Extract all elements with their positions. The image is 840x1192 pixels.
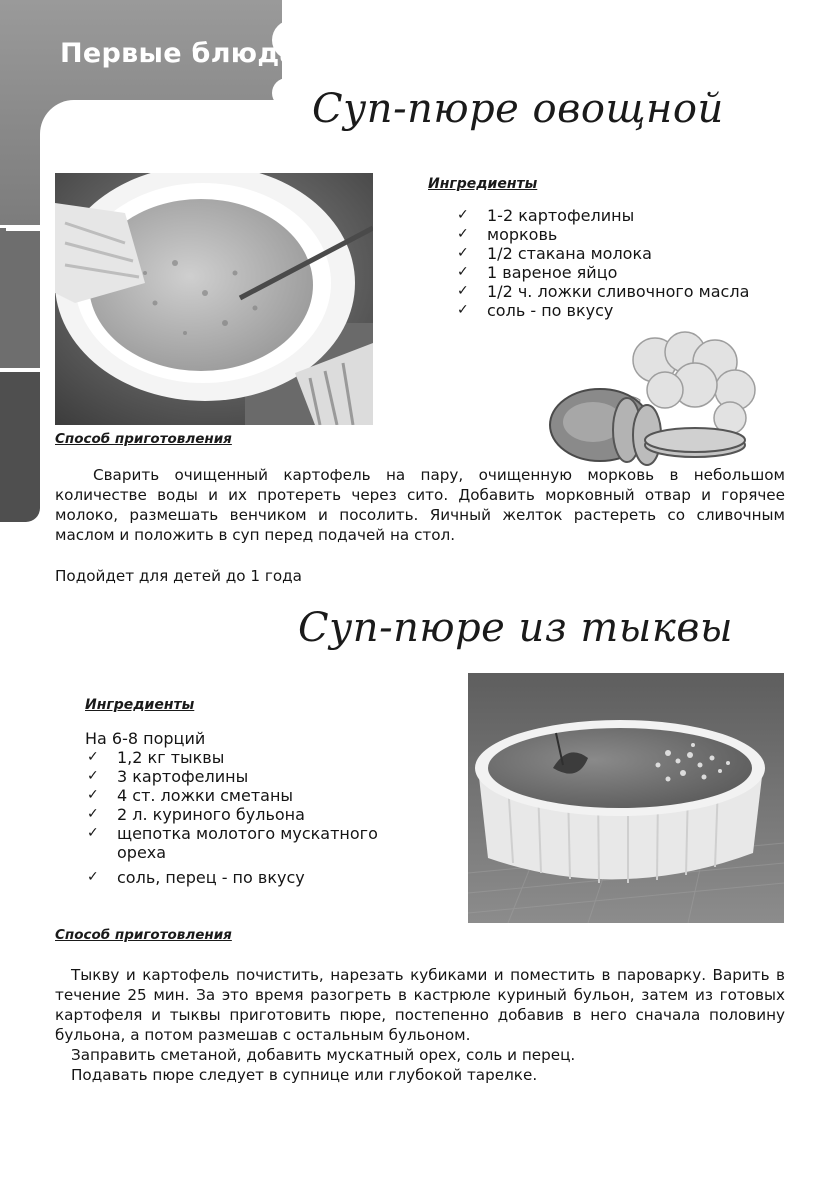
ingredient-item: ✓ 1/2 стакана молока (457, 244, 652, 263)
recipe-2-servings: На 6-8 порций (85, 729, 206, 748)
ingredient-item: ✓ 2 л. куриного бульона (87, 805, 305, 824)
check-icon: ✓ (87, 768, 99, 784)
side-tab-2 (0, 228, 40, 368)
check-icon: ✓ (457, 302, 469, 318)
check-icon: ✓ (87, 806, 99, 822)
recipe-1-method-heading: Способ приготовления (55, 431, 232, 447)
check-icon: ✓ (457, 264, 469, 280)
recipe-2-method-paragraph: Тыкву и картофель почистить, нарезать кубиками и поместить в пароварку. Варить в течение 25 мин. За это время разогреть в кастрюле куриный бульон, затем из готовых картофеля и тыквы приготовить пюре, постепенно добавив в него сначала половину бульона, а потом размешав с остальным бульоном. (55, 966, 785, 1044)
check-icon: ✓ (457, 207, 469, 223)
section-title: Первые блюда (60, 38, 298, 69)
check-icon: ✓ (87, 749, 99, 765)
cauliflower-potato-icon (545, 330, 757, 468)
recipe-1-ingredients-heading: Ингредиенты (428, 176, 538, 192)
check-icon: ✓ (457, 226, 469, 242)
check-icon: ✓ (457, 245, 469, 261)
check-icon: ✓ (87, 787, 99, 803)
ingredient-item: ✓ 1 вареное яйцо (457, 263, 618, 282)
recipe-2-method-paragraph: Заправить сметаной, добавить мускатный орех, соль и перец. (71, 1046, 576, 1064)
ingredient-item: ✓ 1-2 картофелины (457, 206, 635, 225)
pumpkin-soup-illustration (468, 673, 784, 923)
recipe-2-photo (468, 673, 784, 923)
recipe-2-ingredients-heading: Ингредиенты (85, 697, 195, 713)
check-icon: ✓ (87, 825, 99, 841)
ingredient-item: ✓ щепотка молотого мускатного ореха (87, 824, 378, 862)
ingredient-item: ✓ соль, перец - по вкусу (87, 868, 305, 887)
recipe-1-ingredients-list (455, 206, 785, 320)
recipe-1-photo (55, 173, 373, 425)
side-tab-3 (0, 372, 40, 522)
recipe-1-method-text: Сварить очищенный картофель на пару, очищенную морковь в небольшом количестве воды и их протереть через сито. Добавить морковный отвар и горячее молоко, размешать венчиком и посолить. Яичный желток растереть со сливочным маслом и положить в суп перед подачей на стол. (55, 466, 785, 544)
tab-divider (6, 368, 40, 372)
tab-divider (6, 228, 40, 231)
recipe-1-note: Подойдет для детей до 1 года (55, 567, 302, 585)
ingredient-item: ✓ 1/2 ч. ложки сливочного масла (457, 282, 750, 301)
soup-bowl-illustration (55, 173, 373, 425)
check-icon: ✓ (457, 283, 469, 299)
ingredient-item: ✓ 3 картофелины (87, 767, 249, 786)
ingredient-item: ✓ 4 ст. ложки сметаны (87, 786, 294, 805)
ingredient-item: ✓ 1,2 кг тыквы (87, 748, 225, 767)
recipe-1-title: Суп-пюре овощной (312, 86, 724, 132)
ingredient-item: ✓ морковь (457, 225, 558, 244)
recipe-2-title: Суп-пюре из тыквы (298, 605, 734, 651)
check-icon: ✓ (87, 869, 99, 885)
recipe-2-method-heading: Способ приготовления (55, 927, 232, 943)
recipe-2-ingredients-list (85, 748, 385, 887)
vegetables-illustration (545, 330, 757, 468)
recipe-2-method-paragraph: Подавать пюре следует в супнице или глубокой тарелке. (71, 1066, 538, 1084)
ingredient-item: ✓ соль - по вкусу (457, 301, 614, 320)
